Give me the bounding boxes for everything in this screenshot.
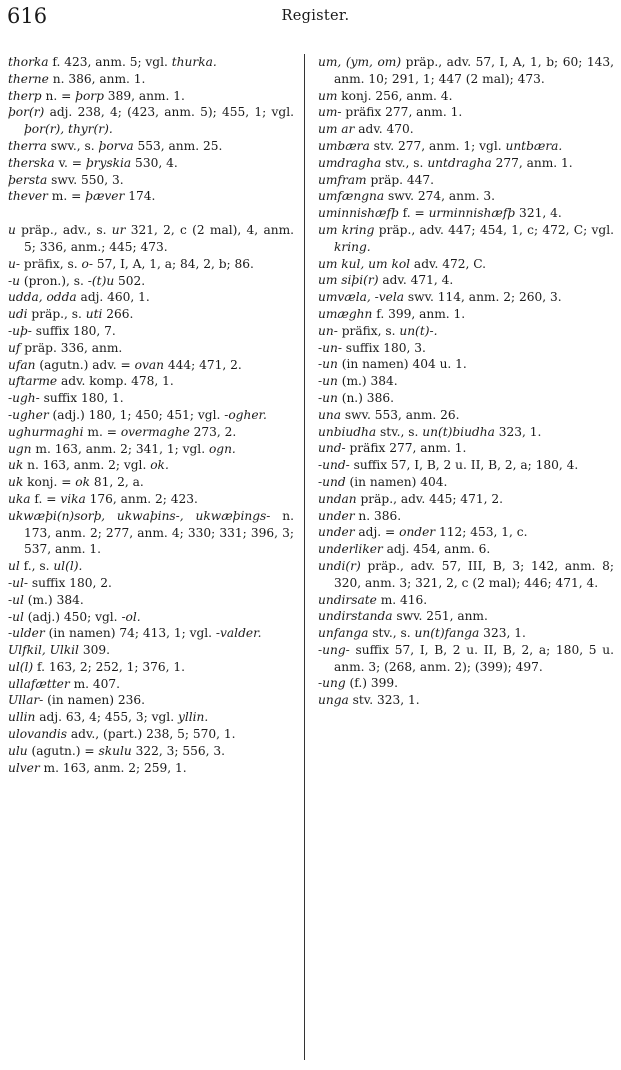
entry-text: swv., s.: [46, 138, 99, 153]
entry-text: 112; 453, 1, c.: [435, 525, 528, 540]
entry-term: umvæla, -vela: [318, 290, 405, 305]
entry-text: stv. 323, 1.: [348, 693, 420, 708]
entry-term: þryskia: [85, 155, 132, 170]
index-entry: [318, 205, 614, 222]
entry-term: ufan: [8, 357, 36, 372]
entry-term: onder: [399, 525, 436, 540]
entry-term: þersta: [8, 172, 48, 187]
entry-term: untbæra.: [505, 138, 563, 153]
entry-term: unga: [318, 693, 349, 708]
index-entry: [8, 491, 294, 508]
entry-term: -ugher: [8, 407, 49, 422]
entry-term: -un-: [318, 340, 342, 355]
entry-term: ok.: [150, 458, 169, 473]
index-entry: [318, 407, 614, 424]
entry-text: präp. 447.: [366, 172, 435, 187]
entry-term: ok: [75, 475, 91, 490]
entry-text: adv. komp. 478, 1.: [57, 374, 174, 389]
entry-text: 277, anm. 1.: [491, 155, 573, 170]
entry-gap: [8, 205, 294, 222]
entry-text: 502.: [114, 273, 146, 288]
entry-text: suffix 57, I, B, 2 u. II, B, 2, a; 180, 4.: [349, 458, 579, 473]
entry-term: ovan: [134, 357, 164, 372]
entry-text: 57, I, A, 1, a; 84, 2, b; 86.: [92, 256, 254, 271]
index-entry: [8, 625, 294, 642]
index-entry: [8, 726, 294, 743]
entry-term: o-: [81, 256, 93, 271]
index-entry: [8, 659, 294, 676]
index-entry: [8, 306, 294, 323]
index-entry: [318, 440, 614, 457]
entry-term: ul(l): [8, 659, 34, 674]
entry-text: 323, 1.: [479, 626, 526, 641]
index-column-right: [318, 54, 618, 709]
index-entry: [318, 188, 614, 205]
entry-term: -(t)u: [87, 273, 115, 288]
entry-term: therska: [8, 155, 55, 170]
entry-text: m. 163, anm. 2; 259, 1.: [39, 760, 187, 775]
entry-term: uka: [8, 491, 31, 506]
entry-term: therne: [8, 71, 49, 86]
index-entry: [8, 592, 294, 609]
entry-term: -ul: [8, 609, 24, 624]
index-entry: [318, 524, 614, 541]
entry-term: uk: [8, 458, 24, 473]
index-entry: [318, 558, 618, 592]
index-entry: [318, 592, 614, 609]
entry-term: ullafætter: [8, 676, 70, 691]
entry-text: n. =: [41, 88, 76, 103]
entry-text: 321, 2, c (2 mal), 4, anm. 5; 336, anm.; 445; 473.: [24, 223, 298, 254]
index-entry: [8, 273, 294, 290]
entry-text: (f.) 399.: [345, 676, 398, 691]
entry-term: þor(r), thyr(r).: [24, 122, 113, 137]
entry-text: (agutn.) =: [27, 743, 99, 758]
entry-term: underliker: [318, 542, 383, 557]
index-entry: [8, 558, 294, 575]
entry-text: v. =: [54, 155, 86, 170]
entry-text: f. 423, anm. 5; vgl.: [48, 55, 172, 69]
index-entry: [8, 642, 294, 659]
entry-text: adj. 460, 1.: [76, 290, 150, 305]
entry-term: uminnishæfþ: [318, 206, 399, 221]
entry-text: m. 416.: [376, 592, 428, 607]
page-header: [0, 0, 621, 34]
entry-term: under: [318, 508, 355, 523]
entry-text: präfix, s.: [337, 323, 400, 338]
entry-term: undi(r): [318, 558, 361, 573]
index-entry: [8, 407, 294, 424]
index-entry: [318, 289, 614, 306]
entry-text: adv. 471, 4.: [378, 273, 454, 288]
index-entry: [318, 306, 614, 323]
entry-term: um kring: [318, 222, 375, 237]
entry-term: -und: [318, 474, 346, 489]
index-entry: [8, 340, 294, 357]
entry-text: (n.) 386.: [337, 390, 394, 405]
entry-term: þorp: [75, 88, 104, 103]
entry-term: umæghn: [318, 306, 373, 321]
entry-text: suffix 180, 1.: [39, 391, 124, 406]
entry-term: -un: [318, 357, 338, 372]
entry-text: m. =: [83, 424, 121, 439]
entry-term: -ugh-: [8, 391, 40, 406]
index-entry: [8, 692, 294, 709]
entry-text: konj. 256, anm. 4.: [337, 88, 453, 103]
entry-text: 309.: [78, 643, 110, 658]
entry-term: ughurmaghi: [8, 424, 84, 439]
index-entry: [8, 474, 294, 491]
entry-text: suffix 180, 3.: [341, 340, 426, 355]
entry-term: u-: [8, 256, 20, 271]
entry-term: yllin.: [177, 710, 209, 725]
entry-term: undirstanda: [318, 609, 393, 624]
entry-term: umdragha: [318, 155, 382, 170]
index-entry: [8, 457, 294, 474]
index-entry: [8, 222, 298, 256]
entry-text: m. 407.: [69, 676, 121, 691]
entry-term: un(t)-.: [399, 323, 438, 338]
index-entry: [8, 575, 294, 592]
entry-term: undirsate: [318, 592, 377, 607]
entry-text: swv. 251, anm.: [392, 609, 488, 624]
entry-text: m. 163, anm. 2; 341, 1; vgl.: [31, 441, 209, 456]
entry-text: (in namen) 404 u. 1.: [337, 357, 467, 372]
entry-term: udda, odda: [8, 290, 77, 305]
entry-text: präp. 336, anm.: [20, 340, 123, 355]
entry-term: vika: [60, 491, 86, 506]
index-entry: [8, 709, 294, 726]
entry-term: overmaghe: [120, 424, 190, 439]
entry-text: n. 173, anm. 2; 277, anm. 4; 330; 331; 396, 3; 537, anm. 1.: [24, 508, 298, 557]
index-entry: [318, 323, 614, 340]
index-entry: [8, 71, 294, 88]
index-entry: [318, 390, 614, 407]
index-entry: [318, 155, 614, 172]
index-entry: [318, 138, 614, 155]
entry-term: -ung-: [318, 642, 350, 657]
entry-term: -ulder: [8, 626, 45, 641]
index-entry: [318, 356, 614, 373]
entry-term: ulver: [8, 760, 40, 775]
entry-term: thurka.: [171, 55, 217, 69]
entry-text: (m.) 384.: [23, 592, 84, 607]
entry-text: suffix 180, 7.: [31, 323, 116, 338]
entry-text: präp., adv. 57, I, A, 1, b; 60; 143, anm. 10; 291, 1; 447 (2 mal); 473.: [334, 55, 618, 86]
entry-term: kring.: [334, 239, 371, 254]
index-entry: [8, 155, 294, 172]
entry-text: stv., s.: [376, 424, 423, 439]
entry-term: ul: [8, 559, 20, 574]
entry-text: stv., s.: [368, 626, 415, 641]
index-entry: [318, 642, 618, 676]
entry-text: 321, 4.: [515, 206, 562, 221]
entry-term: uk: [8, 475, 24, 490]
entry-term: thorka: [8, 55, 49, 69]
entry-text: konj. =: [23, 475, 76, 490]
entry-term: um-: [318, 105, 342, 120]
index-entry: [318, 121, 614, 138]
entry-term: um: [318, 88, 338, 103]
entry-text: adj. 238, 4; (423, anm. 5); 455, 1; vgl.: [44, 105, 298, 120]
entry-term: umfængna: [318, 189, 385, 204]
entry-term: therp: [8, 88, 42, 103]
entry-text: (adj.) 450; vgl.: [23, 609, 122, 624]
entry-text: präp., adv. 445; 471, 2.: [356, 491, 503, 506]
entry-term: thever: [8, 189, 48, 204]
entry-term: uftarme: [8, 374, 58, 389]
index-entry: [318, 608, 614, 625]
entry-term: un(t)fanga: [414, 626, 480, 641]
entry-term: umbæra: [318, 138, 370, 153]
entry-term: -ul-: [8, 575, 28, 590]
entry-term: umfram: [318, 172, 367, 187]
entry-text: adj. 454, anm. 6.: [382, 542, 491, 557]
index-entry: [8, 172, 294, 189]
entry-term: und-: [318, 441, 346, 456]
index-entry: [8, 138, 294, 155]
index-entry: [8, 104, 298, 138]
entry-term: ukwæþi(n)sorþ, ukwaþins-, ukwæþings-: [8, 508, 271, 523]
entry-text: 323, 1.: [494, 424, 542, 439]
entry-term: um siþi(r): [318, 273, 379, 288]
entry-text: präp., adv., s.: [15, 223, 112, 238]
index-entry: [8, 441, 294, 458]
entry-text: (in namen) 404.: [345, 474, 448, 489]
entry-term: una: [318, 407, 341, 422]
entry-term: ulovandis: [8, 727, 68, 742]
entry-term: ullin: [8, 710, 36, 725]
entry-term: u: [8, 223, 16, 238]
entry-term: um ar: [318, 122, 355, 137]
entry-term: -ogher.: [224, 407, 267, 422]
index-entry: [8, 609, 294, 626]
entry-term: ul(l).: [53, 559, 83, 574]
index-entry: [318, 474, 614, 491]
index-entry: [318, 88, 614, 105]
index-entry: [318, 675, 614, 692]
entry-text: m. =: [47, 189, 86, 204]
entry-text: f. 399, anm. 1.: [372, 306, 466, 321]
index-column-left: [8, 54, 298, 776]
entry-term: þorva: [98, 138, 134, 153]
index-entry: [318, 256, 614, 273]
entry-term: ur: [111, 223, 126, 238]
entry-term: ulu: [8, 743, 28, 758]
entry-text: präfix, s.: [19, 256, 82, 271]
entry-term: -ul: [8, 592, 24, 607]
index-entry: [8, 323, 294, 340]
entry-text: (in namen) 74; 413, 1; vgl.: [44, 626, 216, 641]
entry-text: n. 163, anm. 2; vgl.: [23, 458, 151, 473]
entry-text: präp., adv. 447; 454, 1, c; 472, C; vgl.: [374, 222, 618, 237]
entry-term: Ulfkil, Ulkil: [8, 643, 79, 658]
index-entry: [8, 743, 294, 760]
index-entry: [8, 373, 294, 390]
entry-text: (adj.) 180, 1; 450; 451; vgl.: [48, 407, 225, 422]
entry-term: -ung: [318, 676, 346, 691]
entry-text: präp., s.: [27, 307, 86, 322]
entry-text: swv. 550, 3.: [47, 172, 124, 187]
entry-text: 322, 3; 556, 3.: [131, 743, 226, 758]
entry-text: stv., s.: [381, 155, 428, 170]
entry-term: -un: [318, 374, 338, 389]
index-entry: [8, 424, 294, 441]
index-entry: [8, 357, 294, 374]
index-entry: [318, 692, 614, 709]
entry-text: adv., (part.) 238, 5; 570, 1.: [67, 727, 236, 742]
entry-text: präfix 277, anm. 1.: [341, 105, 463, 120]
index-entry: [318, 222, 618, 256]
entry-term: þæver: [85, 189, 125, 204]
entry-term: -ol.: [121, 609, 141, 624]
entry-term: un-: [318, 323, 338, 338]
entry-text: präfix 277, anm. 1.: [345, 441, 467, 456]
entry-text: 273, 2.: [189, 424, 237, 439]
entry-text: 444; 471, 2.: [163, 357, 242, 372]
entry-text: (pron.), s.: [19, 273, 88, 288]
entry-text: adj. 63, 4; 455, 3; vgl.: [35, 710, 178, 725]
entry-term: um, (ym, om): [318, 55, 402, 69]
entry-term: uti: [85, 307, 103, 322]
entry-term: -valder.: [215, 626, 262, 641]
entry-term: um kul, um kol: [318, 256, 411, 271]
index-entry: [8, 508, 298, 558]
entry-text: (agutn.) adv. =: [35, 357, 135, 372]
entry-term: udi: [8, 307, 28, 322]
entry-text: f. 163, 2; 252, 1; 376, 1.: [33, 659, 185, 674]
entry-term: untdragha: [427, 155, 492, 170]
entry-text: suffix 180, 2.: [27, 575, 112, 590]
index-entry: [8, 256, 294, 273]
entry-text: präp., adv. 57, III, B, 3; 142, anm. 8; 320, anm. 3; 321, 2, c (2 mal); 446; 471, 4.: [334, 558, 618, 590]
entry-text: (in namen) 236.: [43, 693, 146, 708]
entry-term: unfanga: [318, 626, 369, 641]
index-entry: [318, 424, 614, 441]
entry-text: swv. 114, anm. 2; 260, 3.: [404, 290, 562, 305]
index-entry: [8, 760, 294, 777]
entry-term: -uþ-: [8, 323, 32, 338]
entry-term: undan: [318, 491, 357, 506]
index-entry: [8, 390, 294, 407]
entry-term: skulu: [98, 743, 132, 758]
entry-text: 81, 2, a.: [90, 475, 144, 490]
entry-text: 553, anm. 25.: [133, 138, 223, 153]
entry-text: f., s.: [19, 559, 54, 574]
entry-term: unbiudha: [318, 424, 377, 439]
entry-text: f. =: [30, 491, 61, 506]
entry-term: urminnishæfþ: [428, 206, 516, 221]
entry-term: Ullar-: [8, 693, 44, 708]
index-entry: [8, 289, 294, 306]
index-entry: [318, 541, 614, 558]
page-number: 616: [7, 4, 48, 28]
entry-text: swv. 274, anm. 3.: [384, 189, 495, 204]
entry-text: stv. 277, anm. 1; vgl.: [369, 138, 506, 153]
entry-term: -u: [8, 273, 20, 288]
entry-text: adj. =: [354, 525, 400, 540]
index-entry: [318, 272, 614, 289]
entry-term: ugn: [8, 441, 32, 456]
column-divider: [304, 54, 305, 1060]
entry-term: -un: [318, 390, 338, 405]
entry-text: 266.: [102, 307, 134, 322]
entry-term: under: [318, 525, 355, 540]
entry-text: 530, 4.: [131, 155, 178, 170]
entry-text: adv. 472, C.: [410, 256, 486, 271]
index-entry: [318, 491, 614, 508]
entry-text: 174.: [124, 189, 156, 204]
index-entry: [318, 508, 614, 525]
entry-text: 176, anm. 2; 423.: [85, 491, 198, 506]
entry-term: ogn.: [208, 441, 236, 456]
index-entry: [8, 188, 294, 205]
index-entry: [318, 54, 618, 88]
entry-text: swv. 553, anm. 26.: [340, 407, 460, 422]
index-entry: [318, 340, 614, 357]
index-entry: [318, 625, 614, 642]
index-entry: [318, 373, 614, 390]
index-entry: [318, 457, 614, 474]
entry-text: f. =: [398, 206, 429, 221]
entry-text: (m.) 384.: [337, 374, 398, 389]
entry-term: un(t)biudha: [422, 424, 495, 439]
index-entry: [318, 104, 614, 121]
entry-text: 389, anm. 1.: [103, 88, 185, 103]
entry-text: suffix 57, I, B, 2 u. II, B, 2, a; 180, 5 u. anm. 3; (268, anm. 2); (399); 497.: [334, 642, 618, 674]
entry-term: therra: [8, 138, 47, 153]
index-entry: [8, 88, 294, 105]
entry-text: n. 386.: [354, 508, 402, 523]
index-entry: [318, 172, 614, 189]
entry-text: adv. 470.: [354, 122, 414, 137]
running-title: Register.: [281, 8, 350, 24]
entry-term: uf: [8, 340, 21, 355]
entry-term: þor(r): [8, 105, 45, 120]
index-entry: [8, 676, 294, 693]
index-entry: [8, 54, 294, 71]
entry-term: -und-: [318, 458, 350, 473]
entry-text: n. 386, anm. 1.: [48, 71, 146, 86]
